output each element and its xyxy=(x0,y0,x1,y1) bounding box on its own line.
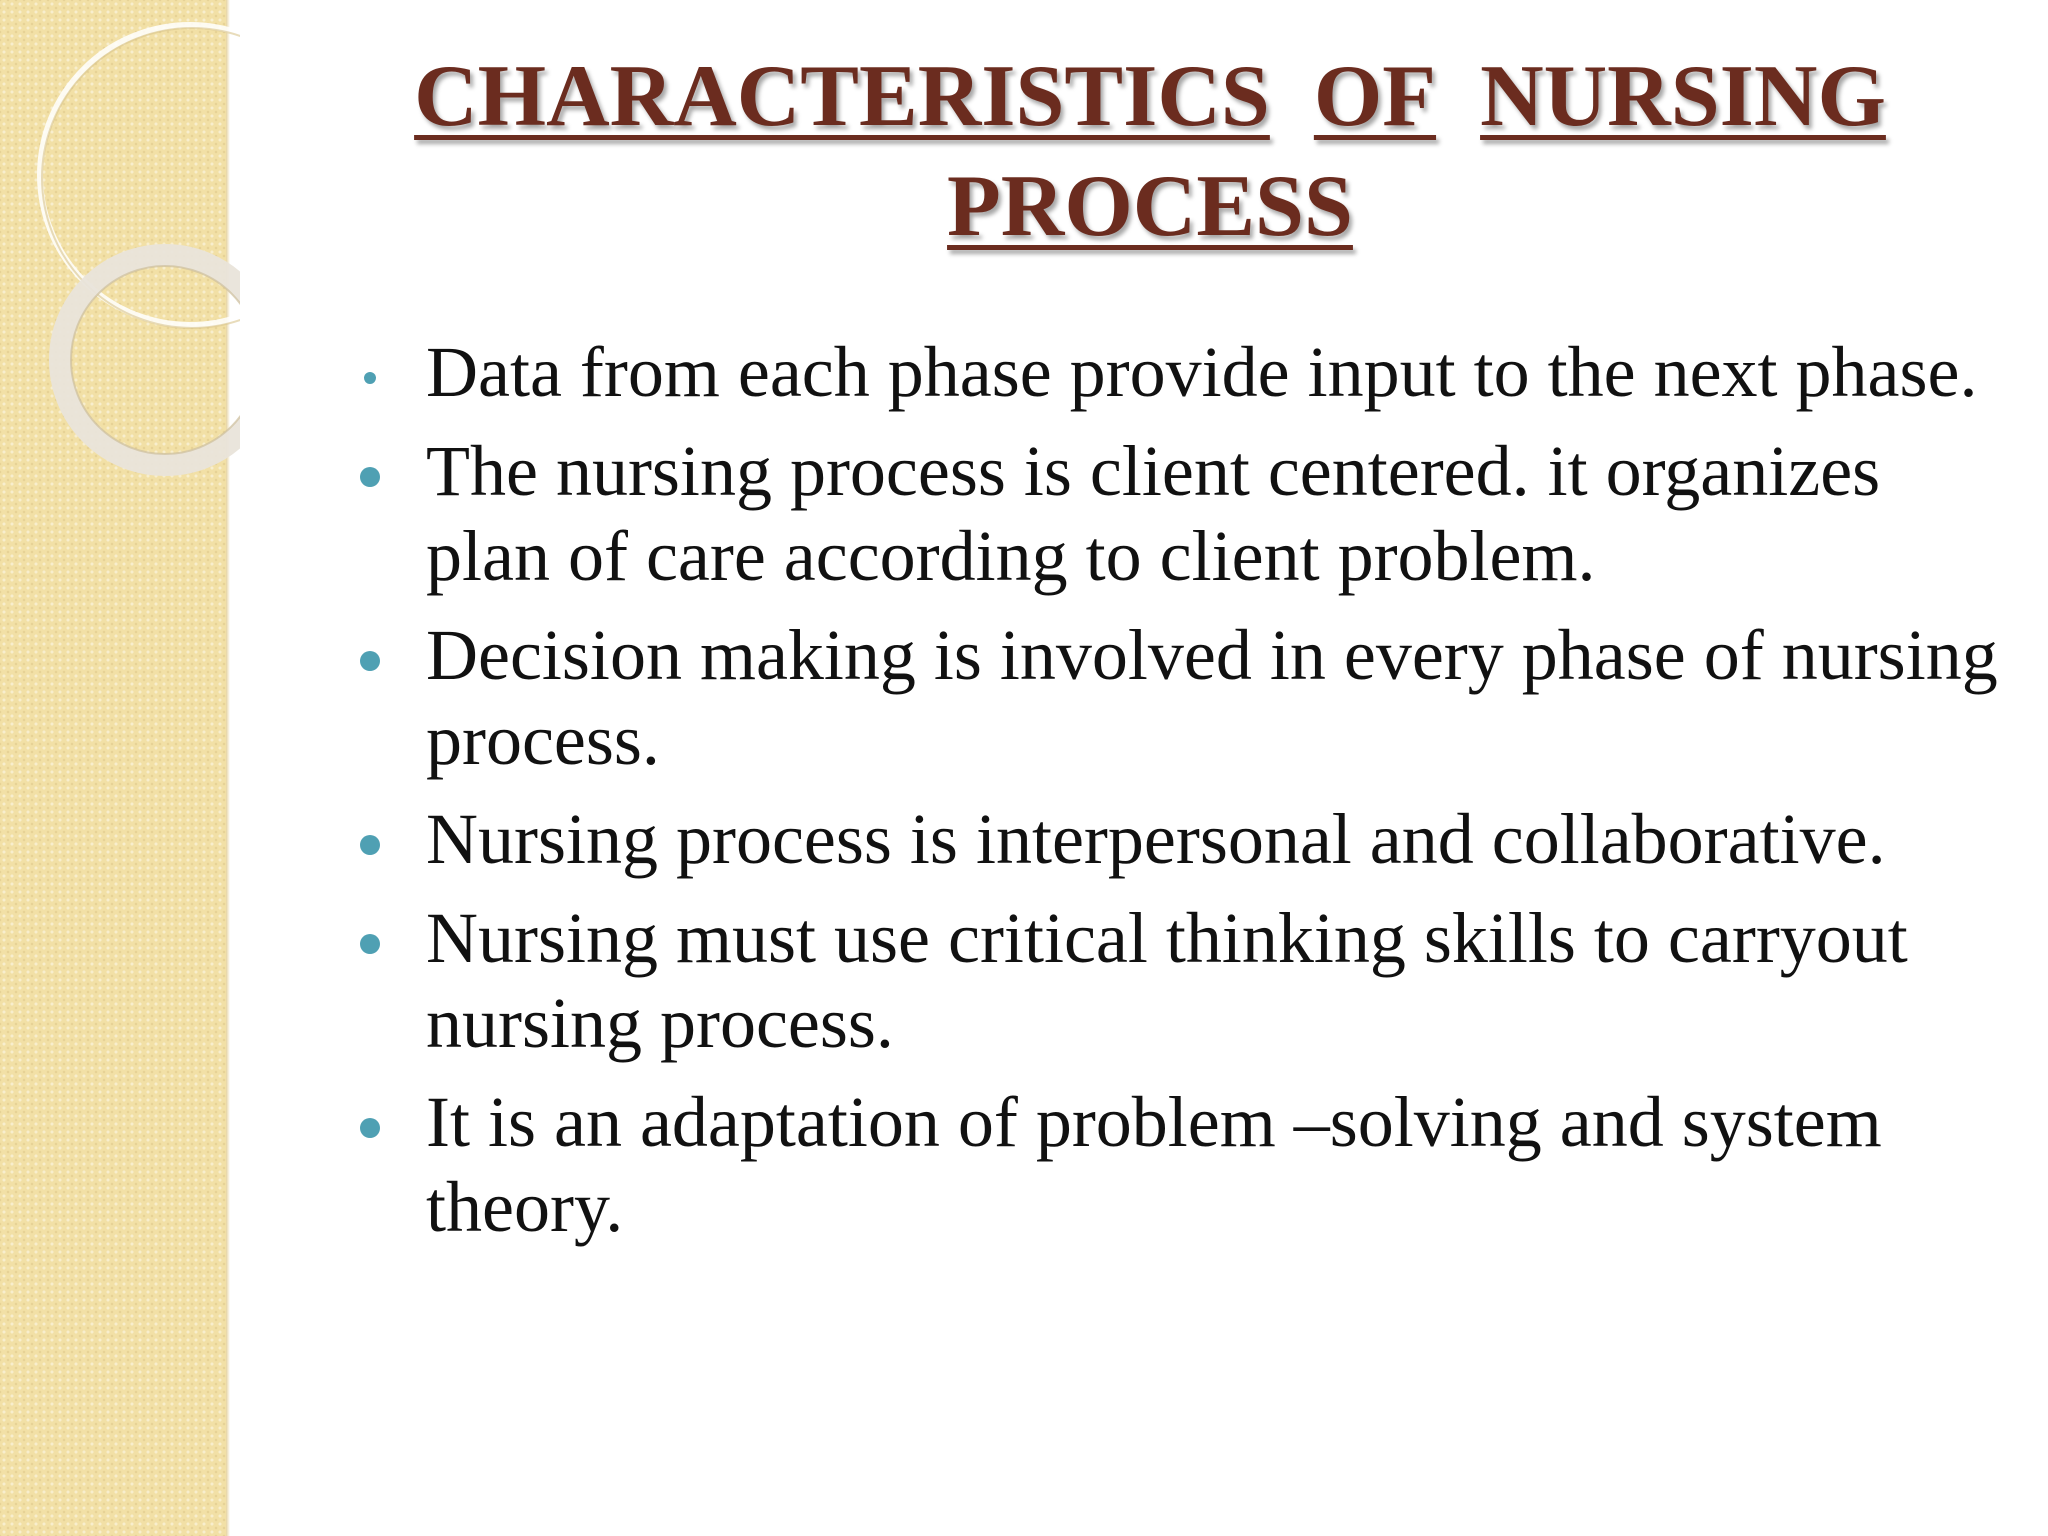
large-ring xyxy=(40,25,240,325)
bullet-list xyxy=(360,330,2020,1264)
bullet-icon xyxy=(360,835,380,855)
small-ring xyxy=(60,255,240,465)
bullet-icon xyxy=(364,372,376,384)
bullet-icon xyxy=(360,467,380,487)
bullet-item xyxy=(360,330,2020,415)
bullet-icon xyxy=(360,934,380,954)
bullet-text: The nursing process is client centered. it organizes plan of care according to client problem. xyxy=(426,431,1881,596)
bullet-item xyxy=(360,613,2020,783)
bullet-item xyxy=(360,1080,2020,1250)
bullet-text: Decision making is involved in every phase of nursing process. xyxy=(426,615,1998,780)
bullet-item xyxy=(360,429,2020,599)
bullet-icon xyxy=(360,651,380,671)
bullet-text: Nursing process is interpersonal and collaborative. xyxy=(426,799,1886,879)
bullet-icon xyxy=(360,1118,380,1138)
large-ring-shadow xyxy=(42,28,240,328)
bullet-item xyxy=(360,797,2020,882)
title-word: OF xyxy=(1313,48,1437,145)
bullet-text: Data from each phase provide input to the next phase. xyxy=(426,332,1978,412)
decorative-rings xyxy=(0,0,240,520)
bullet-text: It is an adaptation of problem –solving and system theory. xyxy=(426,1082,1882,1247)
bullet-item xyxy=(360,896,2020,1066)
title-word: NURSING xyxy=(1480,48,1886,145)
title-word: CHARACTERISTICS xyxy=(414,48,1270,145)
slide-title xyxy=(330,42,1970,262)
title-word: PROCESS xyxy=(947,158,1353,255)
bullet-text: Nursing must use critical thinking skills to carryout nursing process. xyxy=(426,898,1908,1063)
